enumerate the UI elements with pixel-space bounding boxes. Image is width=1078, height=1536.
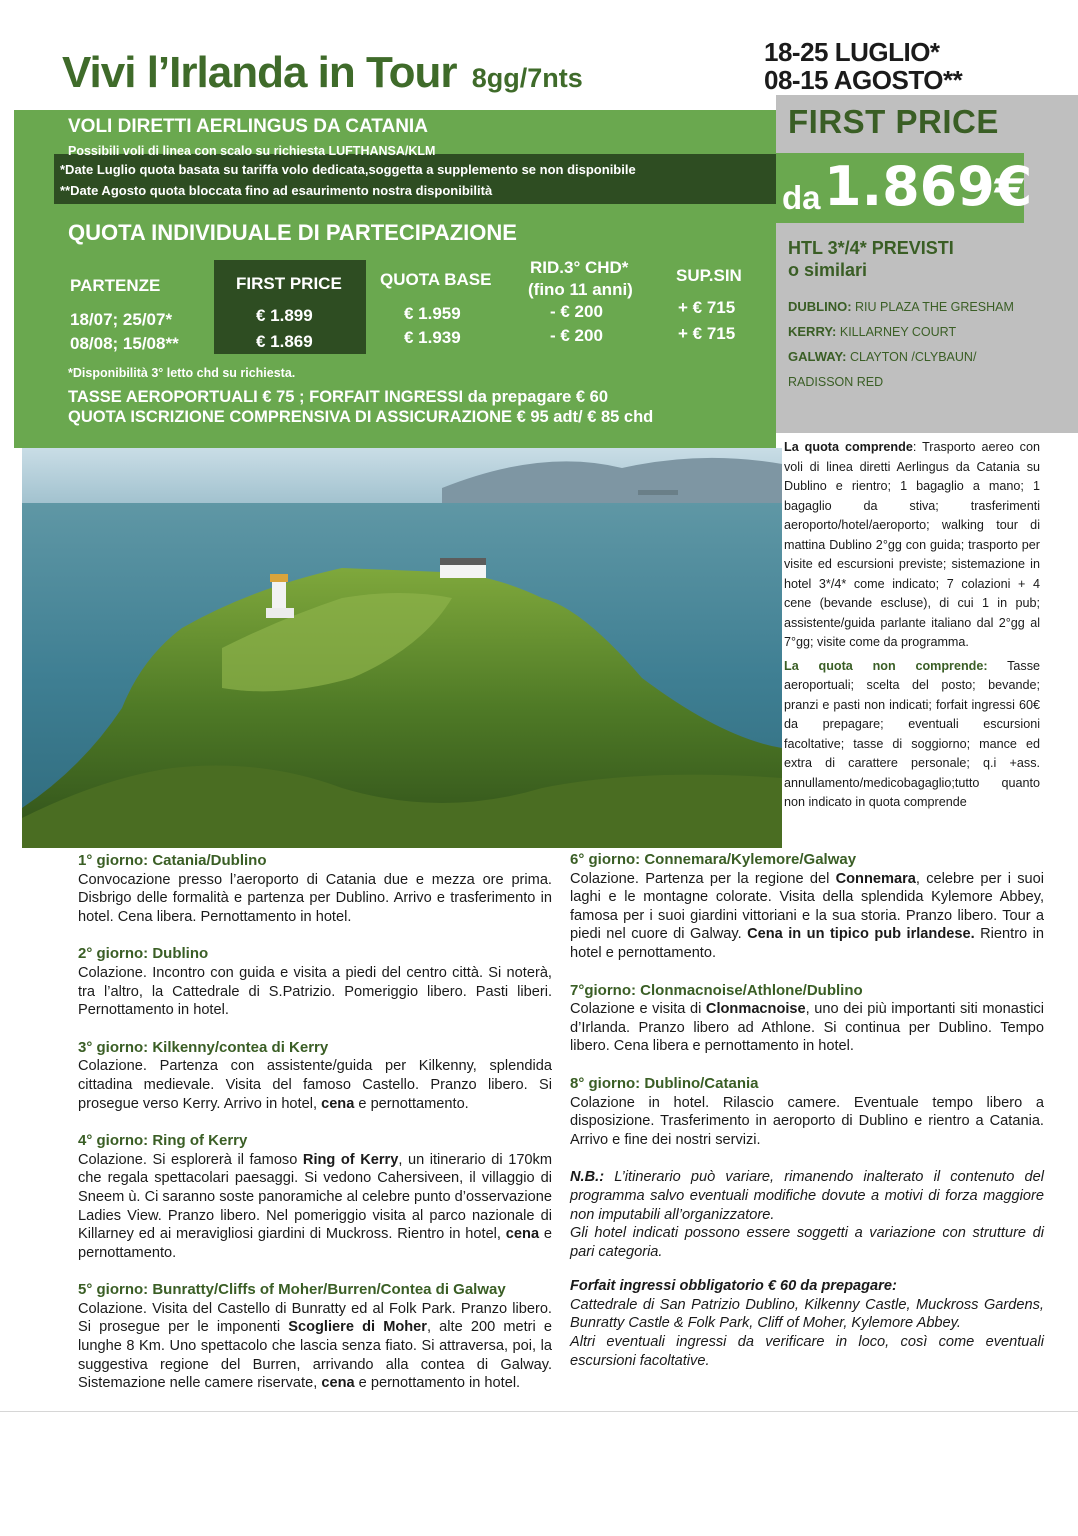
price-prefix: da [782, 179, 821, 216]
direct-flights-heading: VOLI DIRETTI AERLINGUS DA CATANIA [68, 116, 428, 137]
row1-supsin: + € 715 [678, 298, 736, 317]
day-text-bold: Clonmacnoise [705, 1001, 806, 1018]
day-text-bold: cena [505, 1226, 540, 1243]
landscape-photo [22, 448, 782, 848]
day-text-part: e pernottamento. [78, 1226, 552, 1261]
availability-note: *Disponibilità 3° letto chd su richiesta. [68, 366, 296, 380]
other-entries-note: Altri eventuali ingressi da verificare in loco, così come eventuali escursioni facoltative. [570, 1334, 1044, 1369]
itinerary-left [78, 852, 552, 1412]
day-text-bold: Scogliere di Moher [288, 1319, 427, 1336]
page-bottom-rule [0, 1411, 1078, 1412]
day-text [570, 870, 1044, 963]
first-price-label: FIRST PRICE [788, 103, 999, 140]
day-text-bold: cena [321, 1375, 355, 1392]
day-title: 6° giorno: Connemara/Kylemore/Galway [570, 851, 857, 868]
day-text-part: , celebre per i suoi laghi e le montagne colorate. Visita della splendida Kylemore Abbey, famosa per i suoi giardini vittoriani e la sua storia. Pranzo libero. Tour a piedi nel cuore di Galway. [570, 870, 1044, 943]
col-header-rid: RID.3° CHD* [530, 258, 629, 277]
price-panel [776, 95, 1078, 433]
day-text-part: e pernottamento in hotel. [354, 1375, 521, 1392]
day-text: Colazione in hotel. Rilascio camere. Eventuale tempo libero a disposizione. Trasferimento in aeroporto di Dublino e rientro a Catania. Arrivo e fine dei nostri servizi. [570, 1094, 1044, 1148]
day-text-part: e pernottamento. [354, 1095, 469, 1112]
day-3 [78, 1039, 552, 1113]
nb-label: N.B.: [570, 1169, 605, 1186]
price-amount: 1.869€ [824, 155, 1033, 218]
day-text [78, 1300, 552, 1393]
day-title: 8° giorno: Dublino/Catania [570, 1074, 759, 1092]
row2-rid: - € 200 [550, 326, 603, 345]
note-luglio: *Date Luglio quota basata su tariffa volo dedicata,soggetta a supplemento se non disponibile [60, 162, 636, 177]
day-text [570, 1000, 1044, 1056]
day-title: 7°giorno: Clonmacnoise/Athlone/Dublino [570, 981, 863, 999]
day-text-part: , uno dei più importanti siti monastici d’Irlanda. Pranzo libero ad Athlone. Si continua per Dublino. Tempo libero. Cena libera e pernottamento in hotel. [570, 1001, 1044, 1055]
page-title [62, 48, 583, 98]
hotel-name: KILLARNEY COURT [839, 325, 957, 339]
day-5 [78, 1281, 552, 1393]
day-title: 1° giorno: Catania/Dublino [78, 852, 267, 869]
hotel-category [788, 237, 954, 281]
hotel-galway-alt [788, 375, 883, 389]
non-comprende-text: Tasse aeroportuali; scelta del posto; bevande; pranzi e pasti non indicati; forfait ingressi 60€ da prepagare; eventuali escursioni facoltative; tasse di soggiorno; mance ed extra di carattere personale; q.i +ass. annullamento/medicobagaglio;tutto quanto non indicato in quota comprende [784, 658, 1041, 809]
itinerary-right [570, 851, 1044, 1386]
hotel-kerry [788, 324, 956, 339]
day-text-part: Colazione e visita di [570, 1001, 706, 1018]
row2-supsin: + € 715 [678, 324, 736, 343]
day-text-part: Colazione. Si esplorerà il famoso [78, 1151, 303, 1168]
day-1 [78, 852, 552, 926]
day-4 [78, 1132, 552, 1262]
hotel-city: DUBLINO: [788, 299, 852, 314]
row1-partenze: 18/07; 25/07* [70, 310, 173, 329]
row1-quota-base: € 1.959 [404, 304, 461, 323]
hotel-category-line2: o similari [788, 260, 868, 280]
hotel-variation-note: Gli hotel indicati possono essere soggetti a variazione con strutture di pari categoria. [570, 1225, 1044, 1260]
col-header-supsin: SUP.SIN [676, 266, 742, 285]
day-title: 2° giorno: Dublino [78, 945, 209, 963]
col-header-partenze: PARTENZE [70, 276, 161, 295]
hotel-category-line1: HTL 3*/4* PREVISTI [788, 238, 954, 258]
price-box [776, 153, 1033, 223]
forfait-title: Forfait ingressi obbligatorio € 60 da prepagare: [570, 1278, 897, 1295]
row2-partenze: 08/08; 15/08** [70, 334, 179, 353]
day-title: 5° giorno: Bunratty/Cliffs of Moher/Burren/Contea di Galway [78, 1281, 506, 1299]
nb-text: L’itinerario può variare, rimanendo inalterato il contenuto del programma salvo eventuali modifiche dovute a motivi di forza maggiore non imputabili all’organizzatore. [570, 1169, 1044, 1223]
day-text-bold: cena [321, 1095, 355, 1112]
flights-subtitle: Possibili voli di linea con scalo su richiesta LUFTHANSA/KLM [68, 144, 436, 158]
col-header-rid-sub: (fino 11 anni) [528, 280, 633, 299]
col-header-first-price: FIRST PRICE [236, 274, 342, 293]
nb-note [570, 1168, 1044, 1261]
day-8 [570, 1075, 1044, 1149]
pricing-block [14, 110, 776, 448]
day-text-part: Colazione. Partenza con assistente/guida per Kilkenny, splendida cittadina medievale. Visita del famoso Castello. Pranzo libero. Si prosegue verso Kerry. Arrivo in hotel, [78, 1058, 552, 1112]
day-text: Convocazione presso l’aeroporto di Catania due e mezza ore prima. Disbrigo delle formalità e partenza per Dublino. Arrivo e trasferimento in hotel. Cena libera. Pernottamento in hotel. [78, 871, 552, 925]
day-text: Colazione. Incontro con guida e visita a piedi del centro città. Si noterà, tra l’altro, la Cattedrale di S.Patrizio. Pomeriggio libero. Pasti liberi. Pernottamento in hotel. [78, 964, 552, 1019]
day-text-part: , un itinerario di 170km che regala spettacolari paesaggi. Si vedono Cahersiveen, il villaggio di Sneem ù. Ci saranno soste panoramiche al celebre punto d’osservazione Ladies View. Pranzo libero. Nel pomeriggio visita al parco nazionale di Killarney ed ai meravigliosi giardini di Muckross. Rientro in hotel, [78, 1151, 553, 1243]
hotel-name: RIU PLAZA THE GRESHAM [855, 300, 1014, 314]
hotel-name: RADISSON RED [788, 375, 884, 389]
airport-taxes: TASSE AEROPORTUALI € 75 ; FORFAIT INGRESSI da prepagare € 60 [68, 388, 609, 406]
day-text [78, 1057, 552, 1113]
comprende-text: : Trasporto aereo con voli di linea diretti Aerlingus da Catania su Dublino e rientro; 1 bagaglio a mano; 1 bagaglio da stiva; trasferimenti aeroporto/hotel/aeroporto; walking tour di mattina Dublino 2°gg con guida; trasporto per visite ed escursioni previste; sistemazione in hotel 3*/4* come indicato; 7 colazioni + 4 cene (bevande escluse), di cui 1 in pub; assistente/guida parlante italiano dal 2°gg al 7°gg; visite come da programma. [784, 440, 1040, 649]
hotel-dublino [788, 299, 1014, 314]
comprende-title: La quota comprende [784, 440, 913, 454]
row2-quota-base: € 1.939 [404, 328, 461, 347]
day-text [78, 1151, 552, 1263]
forfait-note [570, 1277, 1044, 1370]
hotel-name: CLAYTON /CLYBAUN/ [850, 350, 977, 364]
day-text-part: , alte 200 metri e lunghe 8 Km. Uno spettacolo che lascia senza fiato. Si attraversa, poi, la suggestiva regione del Burren, arrivando alla contea di Galway. Sistemazione nelle camere riservate, [78, 1319, 553, 1392]
date-luglio: 18-25 LUGLIO* [764, 37, 940, 67]
date-agosto: 08-15 AGOSTO** [764, 65, 963, 95]
landscape-photo-svg [22, 448, 782, 848]
title-duration: 8gg/7nts [471, 63, 583, 93]
col-header-quota-base: QUOTA BASE [380, 270, 492, 289]
row2-first-price: € 1.869 [256, 332, 313, 351]
registration-fee: QUOTA ISCRIZIONE COMPRENSIVA DI ASSICURAZIONE € 95 adt/ € 85 chd [68, 408, 654, 426]
day-2 [78, 945, 552, 1019]
travel-dates [764, 38, 962, 94]
hotel-city: KERRY: [788, 324, 837, 339]
day-title: 4° giorno: Ring of Kerry [78, 1132, 248, 1150]
note-agosto: **Date Agosto quota bloccata fino ad esaurimento nostra disponibilità [60, 183, 493, 198]
day-text-bold: Cena in un tipico pub irlandese. [747, 926, 975, 943]
day-title: 3° giorno: Kilkenny/contea di Kerry [78, 1038, 329, 1056]
day-text-part: Colazione. Visita del Castello di Bunratty ed al Folk Park. Pranzo libero. Si prosegue per le imponenti [78, 1300, 552, 1336]
row1-first-price: € 1.899 [256, 306, 313, 325]
day-text-bold: Ring of Kerry [302, 1151, 399, 1168]
quota-heading: QUOTA INDIVIDUALE DI PARTECIPAZIONE [68, 220, 517, 245]
day-7 [570, 982, 1044, 1056]
includes-section [784, 438, 1040, 815]
row1-rid: - € 200 [550, 302, 603, 321]
day-text-part: Colazione. Partenza per la regione del [570, 870, 836, 887]
forfait-list: Cattedrale di San Patrizio Dublino, Kilkenny Castle, Muckross Gardens, Bunratty Castle & Folk Park, Cliff of Moher, Kylemore Abbey. [570, 1296, 1044, 1332]
hotel-city: GALWAY: [788, 349, 847, 364]
day-6 [570, 851, 1044, 963]
quota-non-comprende [784, 657, 1040, 813]
title-text: Vivi l’Irlanda in Tour [62, 48, 457, 97]
non-comprende-title: La quota non comprende: [784, 658, 988, 673]
day-text-bold: Connemara [835, 870, 916, 887]
quota-comprende [784, 438, 1040, 653]
day-text-part: Rientro in hotel e pernottamento. [570, 926, 1044, 961]
hotel-galway [788, 349, 976, 364]
